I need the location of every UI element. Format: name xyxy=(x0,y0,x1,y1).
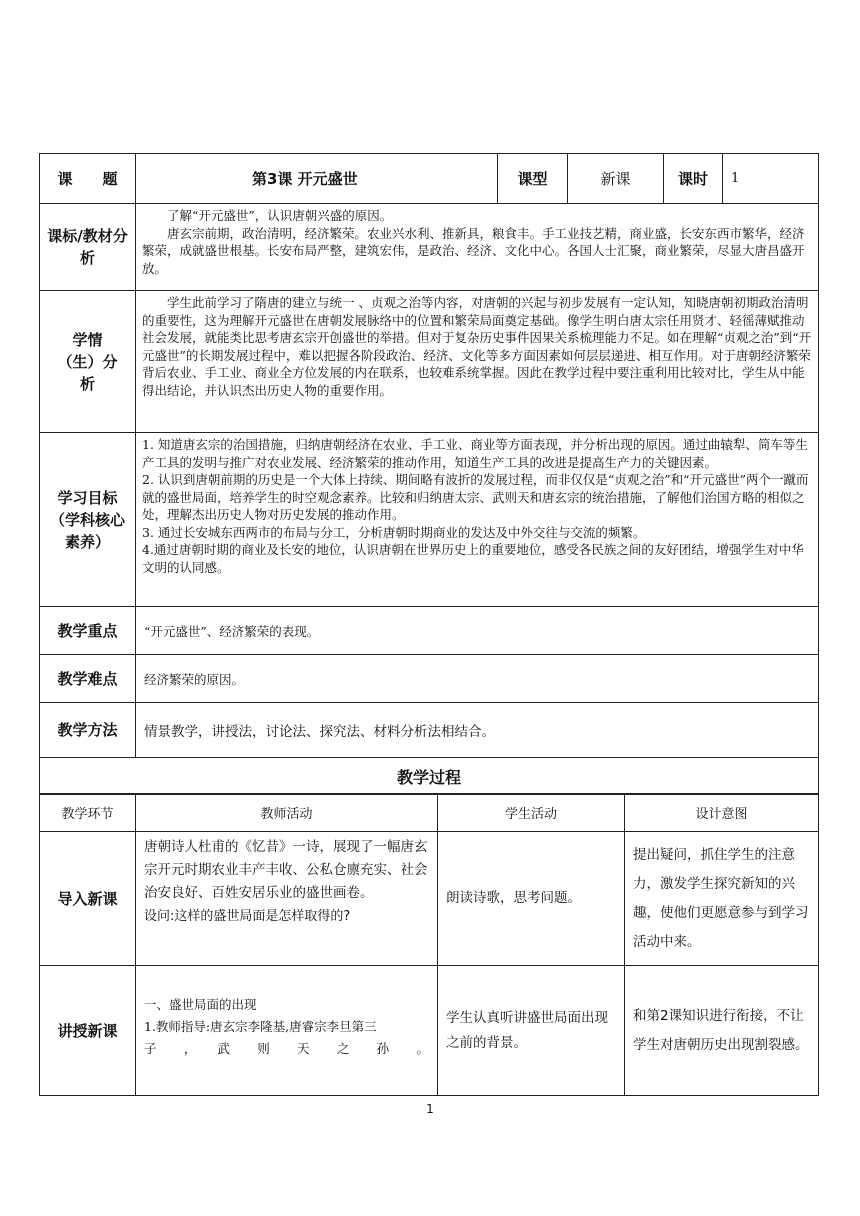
type-value: 新课 xyxy=(568,154,664,204)
process-header-row xyxy=(40,794,819,832)
teacher-cell xyxy=(136,966,438,1096)
teacher-heading: 一、盛世局面的出现 xyxy=(144,997,257,1012)
col-student: 学生活动 xyxy=(438,794,625,832)
difficulty-row xyxy=(40,655,819,703)
standard-text xyxy=(136,204,819,291)
header-row xyxy=(40,154,819,204)
goals-row xyxy=(40,433,819,607)
learner-label: 学情（生）分析 xyxy=(40,291,136,433)
table-row xyxy=(40,966,819,1096)
hours-value: 1 xyxy=(731,171,740,186)
intent-cell: 提出疑问，抓住学生的注意力，激发学生探究新知的兴趣，使他们更愿意参与到学习活动中来。 xyxy=(625,832,819,966)
teacher-line: 1.教师指导:唐玄宗李隆基,唐睿宗李旦第三 xyxy=(144,1019,377,1034)
hours-cell xyxy=(664,154,819,204)
student-cell: 朗读诗歌，思考问题。 xyxy=(438,832,625,966)
student-cell: 学生认真听讲盛世局面出现之前的背景。 xyxy=(438,966,625,1096)
hours-label: 课时 xyxy=(664,154,723,203)
goal-item: 1. 知道唐玄宗的治国措施，归纳唐朝经济在农业、手工业、商业等方面表现，并分析出现的原因。通过曲辕犁、简车等生产工具的发明与推广对农业发展、经济繁荣的推动作用，知道生产工具的改进是提高生产力的关键因素。 xyxy=(142,437,808,470)
stage-cell: 讲授新课 xyxy=(40,966,136,1096)
teacher-line: 子 ， 武 则 天 之 孙 。 xyxy=(144,1041,429,1056)
learner-row xyxy=(40,291,819,433)
method-value: 情景教学，讲授法，讨论法、探究法、材料分析法相结合。 xyxy=(136,703,819,758)
process-title-row xyxy=(40,758,819,795)
type-label: 课型 xyxy=(498,154,568,204)
process-table xyxy=(39,793,819,1096)
standard-line: 了解“开元盛世”，认识唐朝兴盛的原因。 xyxy=(167,208,393,223)
intent-cell: 和第2课知识进行衔接，不让学生对唐朝历史出现割裂感。 xyxy=(625,966,819,1096)
difficulty-label: 教学难点 xyxy=(40,655,136,703)
method-label: 教学方法 xyxy=(40,703,136,758)
lesson-plan-table xyxy=(39,153,819,795)
stage-cell: 导入新课 xyxy=(40,832,136,966)
learner-text xyxy=(136,291,819,433)
col-teacher: 教师活动 xyxy=(136,794,438,832)
difficulty-value: 经济繁荣的原因。 xyxy=(136,655,819,703)
standard-row xyxy=(40,204,819,291)
learner-paragraph: 学生此前学习了隋唐的建立与统一 、贞观之治等内容，对唐朝的兴起与初步发展有一定认知，知晓唐朝初期政治清明的重要性，这为理解开元盛世在唐朝发展脉络中的位置和繁荣局面奠定基础。像学生明白唐太宗任用贤才、轻徭薄赋推动社会发展，就能类比思考唐玄宗开创盛世的举措。但对于复杂历史事件因果关系梳理能力不足。如在理解“贞观之治”到“开元盛世”的长期发展过程中，难以把握各阶段政治、经济、文化等多方面因素如何层层递进、相互作用。对于唐朝经济繁荣背后农业、手工业、商业全方位发展的内在联系，也较难系统掌握。因此在教学过程中要注重利用比较对比，学生从中能得出结论，并认识杰出历史人物的重要作用。 xyxy=(142,295,812,398)
goals-label: 学习目标（学科核心素养） xyxy=(40,433,136,607)
goal-item: 2. 认识到唐朝前期的历史是一个大体上持续、期间略有波折的发展过程，而非仅仅是“贞观之治”和“开元盛世”两个一蹴而就的盛世局面，培养学生的时空观念素养。比较和归纳唐太宗、武则天和唐玄宗的统治措施，了解他们治国方略的相似之处，理解杰出历史人物对历史发展的推动作用。 xyxy=(142,472,809,522)
standard-label: 课标/教材分析 xyxy=(40,204,136,291)
process-title: 教学过程 xyxy=(40,758,819,795)
teacher-cell xyxy=(136,832,438,966)
method-row xyxy=(40,703,819,758)
key-point-row xyxy=(40,607,819,655)
goals-text xyxy=(136,433,819,607)
key-point-label: 教学重点 xyxy=(40,607,136,655)
teacher-text: 唐朝诗人杜甫的《忆昔》一诗，展现了一幅唐玄宗开元时期农业丰产丰收、公私仓廪充实、社会治安良好、百姓安居乐业的盛世画卷。 xyxy=(144,839,428,901)
col-stage: 教学环节 xyxy=(40,794,136,832)
key-point-value: “开元盛世”、经济繁荣的表现。 xyxy=(136,607,819,655)
standard-line: 唐玄宗前期，政治清明，经济繁荣。农业兴水利、推新具，粮食丰。手工业技艺精，商业盛，长安东西市繁华，经济繁荣，成就盛世根基。长安布局严整，建筑宏伟，是政治、经济、文化中心。各国人士汇聚，商业繁荣，尽显大唐昌盛开放。 xyxy=(142,225,805,276)
table-row xyxy=(40,832,819,966)
topic-label: 课 题 xyxy=(40,154,136,204)
col-intent: 设计意图 xyxy=(625,794,819,832)
page-number: 1 xyxy=(426,1102,434,1116)
goal-item: 4.通过唐朝时期的商业及长安的地位，认识唐朝在世界历史上的重要地位，感受各民族之间的友好团结，增强学生对中华文明的认同感。 xyxy=(142,542,804,575)
teacher-question: 设问:这样的盛世局面是怎样取得的? xyxy=(144,909,351,924)
goal-item: 3. 通过长安城东西两市的布局与分工，分析唐朝时期商业的发达及中外交往与交流的频繁。 xyxy=(142,524,646,540)
topic-value: 第3课 开元盛世 xyxy=(136,154,498,204)
